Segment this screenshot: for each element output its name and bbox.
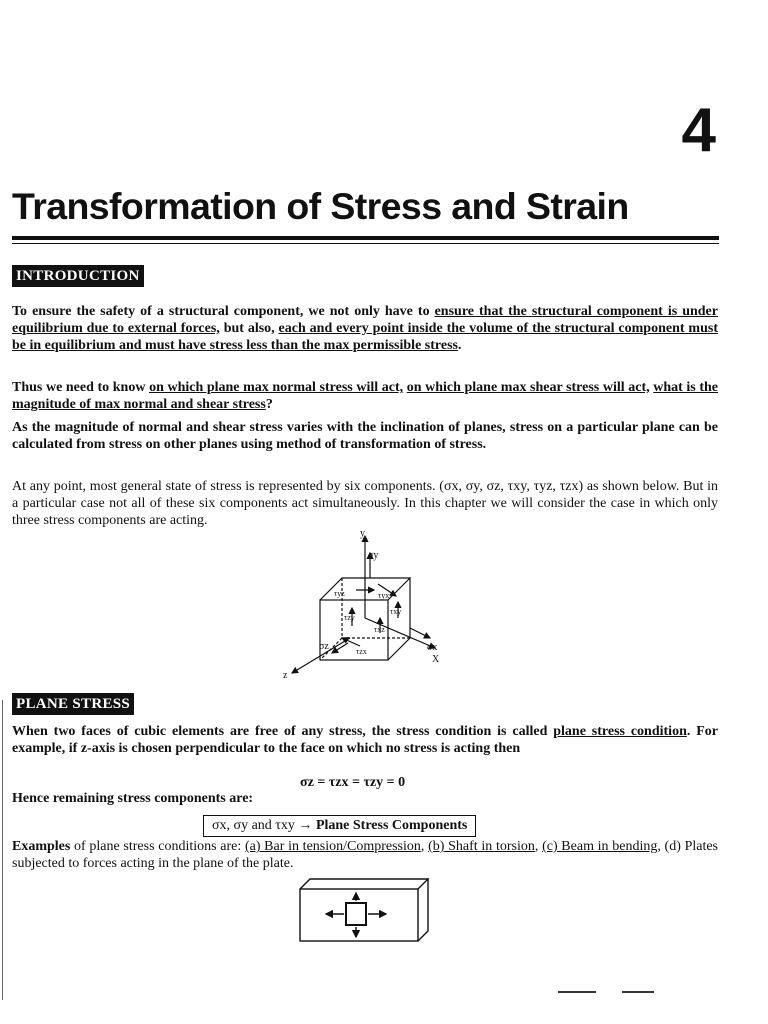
- axis-z-label: z: [283, 670, 288, 681]
- page-mark: [558, 991, 596, 993]
- remaining-components-label: Hence remaining stress components are:: [12, 791, 254, 806]
- chapter-number: 4: [681, 96, 716, 165]
- tau-yz-label: τyz: [334, 589, 345, 598]
- tau-zx-label: τzx: [356, 647, 367, 656]
- plane-stress-equation: σz = τzx = τzy = 0: [300, 775, 406, 790]
- tau-xz-label: τxz: [374, 625, 385, 634]
- tau-zy-label: τzy: [344, 613, 355, 622]
- tau-yx-label: τyx: [378, 591, 390, 600]
- tau-xy-label: τxy: [390, 607, 402, 616]
- page-mark: [622, 991, 654, 993]
- axis-x-label: X: [432, 654, 440, 665]
- section-heading-introduction: INTRODUCTION: [12, 265, 144, 287]
- stress-components-list: σx, σy, σz, τxy, τyz, τzx: [443, 479, 579, 494]
- title-rule-thick: [12, 236, 719, 240]
- sigma-x-label: σx: [427, 642, 438, 653]
- plane-stress-components-box: σx, σy and τxy → Plane Stress Components: [203, 815, 476, 837]
- axis-y-label: y: [360, 528, 365, 539]
- intro-paragraph-3: As the magnitude of normal and shear stress varies with the inclination of planes, stress on a particular plane can be calculated from stress on other planes using method of transformation of stress.: [12, 420, 718, 452]
- intro-paragraph-1: To ensure the safety of a structural component, we not only have to ensure that the structural component is under equilibrium due to external forces, but also, each and every point inside the volume of the structural component must be in equilibrium and must have stress less than the max permissible stress.: [12, 304, 718, 353]
- title-rule-thin: [12, 243, 719, 244]
- stress-cube-figure: [270, 528, 470, 686]
- sigma-y-label: σy: [368, 550, 379, 561]
- section-heading-plane-stress: PLANE STRESS: [12, 693, 134, 715]
- scan-edge: [2, 700, 3, 1000]
- intro-paragraph-4: At any point, most general state of stress is represented by six components. (σx, σy, σz, τxy, τyz, τzx) as shown below. But in a particular case not all of these six components act simultaneously. In this chapter we will consider the case in which only three stress components are acting.: [12, 479, 718, 528]
- plate-figure: [290, 875, 440, 945]
- examples-paragraph: Examples of plane stress conditions are: (a) Bar in tension/Compression, (b) Shaft in torsion, (c) Beam in bending, (d) Plates subjected to forces acting in the plane of the plate.: [12, 839, 719, 871]
- sigma-z-label: σz: [319, 641, 329, 652]
- intro-paragraph-2: Thus we need to know on which plane max normal stress will act, on which plane max shear stress will act, what is the magnitude of max normal and shear stress?: [12, 380, 719, 412]
- chapter-title: Transformation of Stress and Strain: [12, 185, 629, 227]
- plane-stress-paragraph: When two faces of cubic elements are free of any stress, the stress condition is called plane stress condition. For example, if z-axis is chosen perpendicular to the face on which no stress is acting then: [12, 724, 718, 756]
